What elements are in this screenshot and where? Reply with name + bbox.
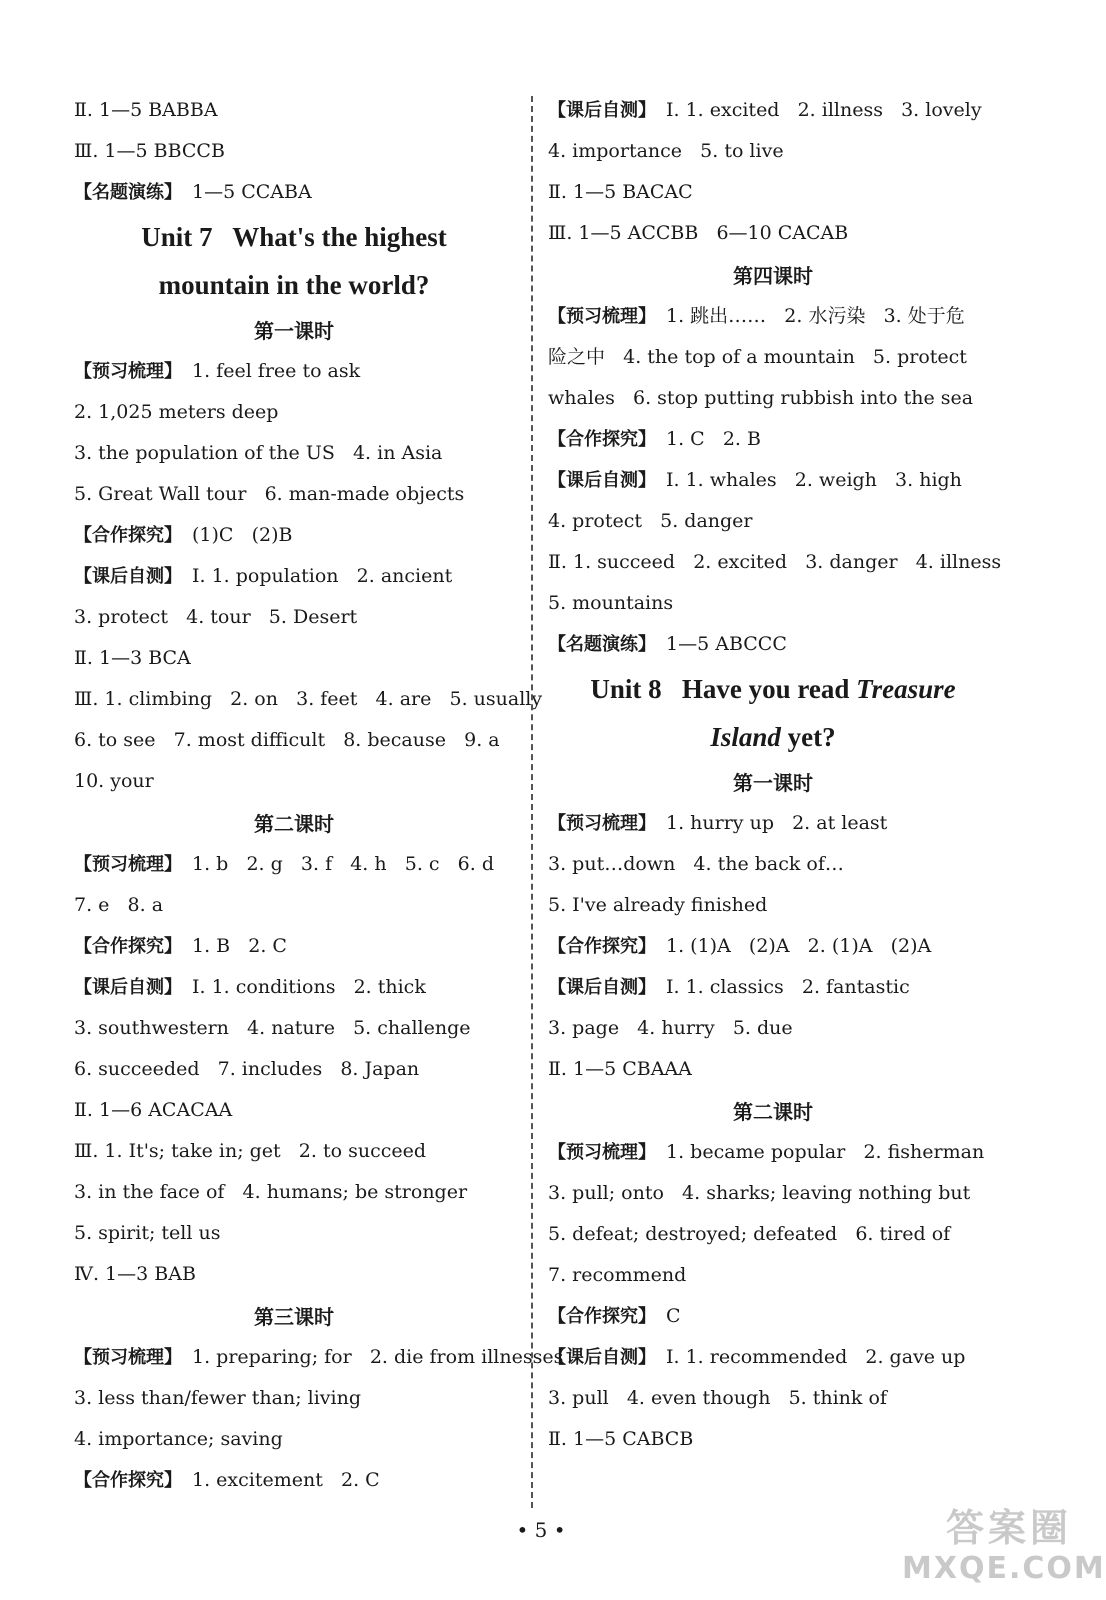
unit-title [548, 713, 998, 761]
section-tag: 【合作探究】 [548, 936, 656, 957]
answer-text: 6. to see 7. most difficult 8. because 9. a [74, 729, 500, 751]
answer-line [74, 926, 514, 967]
watermark-top: 答案圈 [945, 1506, 1072, 1550]
answer-line [548, 1214, 998, 1255]
answer-line [74, 1337, 564, 1378]
answer-line [74, 967, 514, 1008]
answer-line [74, 1090, 514, 1131]
answer-line [548, 624, 998, 665]
section-tag: 【预习梳理】 [74, 854, 182, 875]
answer-text: Ⅱ. 1—5 BABBA [74, 99, 218, 121]
answer-text: 3. put…down 4. the back of… [548, 853, 844, 875]
answer-line [548, 803, 998, 844]
lesson-heading: 第二课时 [254, 812, 334, 836]
answer-text: 1. became popular 2. fisherman [666, 1141, 985, 1163]
answer-line [548, 172, 998, 213]
section-tag: 【预习梳理】 [74, 1347, 182, 1368]
answer-text: 1. feel free to ask [192, 360, 361, 382]
unit-title-text: yet? [780, 722, 836, 752]
answer-text: 3. protect 4. tour 5. Desert [74, 606, 358, 628]
column-divider [531, 96, 533, 1508]
answer-text: 7. e 8. a [74, 894, 164, 916]
answer-text: 5. mountains [548, 592, 674, 614]
answer-text: 1. preparing; for 2. die from illnesses [192, 1346, 564, 1368]
answer-line [548, 1173, 998, 1214]
answer-line [548, 583, 998, 624]
right-column [548, 90, 1002, 1460]
answer-text: 3. the population of the US 4. in Asia [74, 442, 443, 464]
answer-line [74, 1131, 514, 1172]
answer-text: Ⅰ. 1. excited 2. illness 3. lovely [666, 99, 982, 121]
lesson-heading: 第二课时 [733, 1100, 813, 1124]
answer-line [548, 926, 998, 967]
answer-text: whales 6. stop putting rubbish into the sea [548, 387, 974, 409]
section-tag: 【预习梳理】 [548, 1142, 656, 1163]
answer-text: (1)C (2)B [192, 524, 293, 546]
answer-text: 4. importance; saving [74, 1428, 283, 1450]
answer-line [548, 213, 998, 254]
lesson-heading: 第一课时 [254, 319, 334, 343]
watermark-logo [902, 1504, 1106, 1594]
section-tag: 【合作探究】 [548, 429, 656, 450]
answer-text: 10. your [74, 770, 154, 792]
answer-line [548, 90, 998, 131]
answer-text: 1. hurry up 2. at least [666, 812, 888, 834]
section-tag: 【课后自测】 [548, 470, 656, 491]
lesson-heading: 第三课时 [254, 1305, 334, 1329]
answer-text: 5. I've already finished [548, 894, 768, 916]
section-tag: 【名题演练】 [74, 182, 182, 203]
answer-line [74, 131, 514, 172]
answer-text: 险之中 4. the top of a mountain 5. protect [548, 346, 967, 368]
answer-line [74, 1008, 514, 1049]
answer-line [74, 679, 543, 720]
answer-text: Ⅰ. 1. whales 2. weigh 3. high [666, 469, 962, 491]
section-tag: 【预习梳理】 [548, 813, 656, 834]
answer-line [548, 501, 998, 542]
answer-text: Ⅰ. 1. recommended 2. gave up [666, 1346, 966, 1368]
answer-text: 7. recommend [548, 1264, 687, 1286]
answer-text: 3. southwestern 4. nature 5. challenge [74, 1017, 471, 1039]
answer-line [74, 1419, 514, 1460]
answer-line [74, 351, 514, 392]
answer-line [74, 761, 514, 802]
section-tag: 【课后自测】 [74, 977, 182, 998]
section-tag: 【合作探究】 [74, 1470, 182, 1491]
answer-line [548, 844, 998, 885]
answer-line [74, 597, 514, 638]
answer-text: 1—5 CCABA [192, 181, 312, 203]
answer-text: 1. B 2. C [192, 935, 287, 957]
answer-line [548, 885, 998, 926]
book-title: Treasure [856, 674, 956, 704]
answer-text: 4. protect 5. danger [548, 510, 753, 532]
answer-line [74, 515, 514, 556]
answer-text: Ⅱ. 1—6 ACACAA [74, 1099, 233, 1121]
answer-line [74, 556, 514, 597]
answer-line [548, 1296, 998, 1337]
answer-line [548, 419, 998, 460]
section-tag: 【名题演练】 [548, 634, 656, 655]
answer-line [548, 1255, 998, 1296]
answer-line [74, 638, 514, 679]
answer-line [74, 720, 514, 761]
answer-line [548, 1419, 998, 1460]
answer-text: 3. pull 4. even though 5. think of [548, 1387, 887, 1409]
answer-line [74, 1049, 514, 1090]
answer-text: 5. spirit; tell us [74, 1222, 221, 1244]
answer-line [74, 172, 514, 213]
answer-line [548, 1378, 998, 1419]
answer-line [74, 1254, 514, 1295]
answer-text: 5. defeat; destroyed; defeated 6. tired of [548, 1223, 951, 1245]
section-tag: 【预习梳理】 [548, 306, 656, 327]
answer-line [74, 1172, 514, 1213]
answer-text: C [666, 1305, 681, 1327]
section-tag: 【合作探究】 [74, 936, 182, 957]
answer-text: Ⅱ. 1—5 CABCB [548, 1428, 694, 1450]
answer-text: 3. less than/fewer than; living [74, 1387, 362, 1409]
answer-line [548, 296, 998, 337]
section-tag: 【课后自测】 [74, 566, 182, 587]
answer-text: Ⅲ. 1—5 ACCBB 6—10 CACAB [548, 222, 849, 244]
answer-line [74, 1378, 514, 1419]
answer-line [74, 844, 514, 885]
answer-text: 1. 跳出…… 2. 水污染 3. 处于危 [666, 305, 965, 327]
answer-line [548, 967, 998, 1008]
answer-text: Ⅲ. 1—5 BBCCB [74, 140, 225, 162]
book-title: Island [710, 722, 781, 752]
answer-line [74, 392, 514, 433]
answer-text: 1. excitement 2. C [192, 1469, 380, 1491]
answer-text: Ⅳ. 1—3 BAB [74, 1263, 196, 1285]
answer-text: Ⅱ. 1—3 BCA [74, 647, 191, 669]
answer-line [548, 131, 998, 172]
answer-text: Ⅱ. 1—5 BACAC [548, 181, 693, 203]
answer-line [548, 542, 1002, 583]
answer-text: Ⅱ. 1. succeed 2. excited 3. danger 4. illness [548, 551, 1002, 573]
answer-text: Ⅲ. 1. climbing 2. on 3. feet 4. are 5. usually [74, 688, 543, 710]
page-number: • 5 • [516, 1518, 566, 1542]
section-tag: 【课后自测】 [548, 977, 656, 998]
answer-line [548, 460, 998, 501]
answer-text: Ⅰ. 1. population 2. ancient [192, 565, 453, 587]
answer-line [548, 1049, 998, 1090]
answer-line [548, 337, 998, 378]
answer-text: 1—5 ABCCC [666, 633, 787, 655]
answer-line [74, 90, 514, 131]
unit-title-text: Unit 7 What's the highest [141, 222, 447, 252]
lesson-heading: 第四课时 [733, 264, 813, 288]
section-tag: 【合作探究】 [548, 1306, 656, 1327]
answer-text: Ⅰ. 1. classics 2. fantastic [666, 976, 910, 998]
section-tag: 【预习梳理】 [74, 361, 182, 382]
answer-line [548, 1132, 998, 1173]
left-column [74, 90, 564, 1501]
answer-text: Ⅱ. 1—5 CBAAA [548, 1058, 692, 1080]
answer-text: 6. succeeded 7. includes 8. Japan [74, 1058, 420, 1080]
answer-text: Ⅰ. 1. conditions 2. thick [192, 976, 426, 998]
section-tag: 【合作探究】 [74, 525, 182, 546]
answer-line [74, 885, 514, 926]
answer-line [74, 433, 514, 474]
unit-title [548, 665, 998, 713]
lesson-heading: 第一课时 [733, 771, 813, 795]
answer-text: 3. in the face of 4. humans; be stronger [74, 1181, 468, 1203]
answer-text: 1. b 2. g 3. f 4. h 5. c 6. d [192, 853, 494, 875]
watermark-bottom: MXQE.COM [902, 1551, 1106, 1586]
unit-title-text: Unit 8 Have you read [590, 674, 857, 704]
answer-text: 1. (1)A (2)A 2. (1)A (2)A [666, 935, 932, 957]
unit-title [74, 213, 514, 261]
unit-title-text: mountain in the world? [158, 270, 430, 300]
section-tag: 【课后自测】 [548, 100, 656, 121]
answer-line [74, 1213, 514, 1254]
answer-text: 4. importance 5. to live [548, 140, 784, 162]
answer-line [548, 1337, 998, 1378]
answer-line [74, 1460, 514, 1501]
answer-text: 5. Great Wall tour 6. man-made objects [74, 483, 465, 505]
answer-text: 2. 1,025 meters deep [74, 401, 279, 423]
answer-line [74, 474, 514, 515]
answer-text: 3. pull; onto 4. sharks; leaving nothing but [548, 1182, 971, 1204]
answer-text: 1. C 2. B [666, 428, 761, 450]
answer-line [548, 1008, 998, 1049]
answer-line [548, 378, 998, 419]
section-tag: 【课后自测】 [548, 1347, 656, 1368]
answer-text: 3. page 4. hurry 5. due [548, 1017, 793, 1039]
unit-title [74, 261, 514, 309]
answer-text: Ⅲ. 1. It's; take in; get 2. to succeed [74, 1140, 427, 1162]
